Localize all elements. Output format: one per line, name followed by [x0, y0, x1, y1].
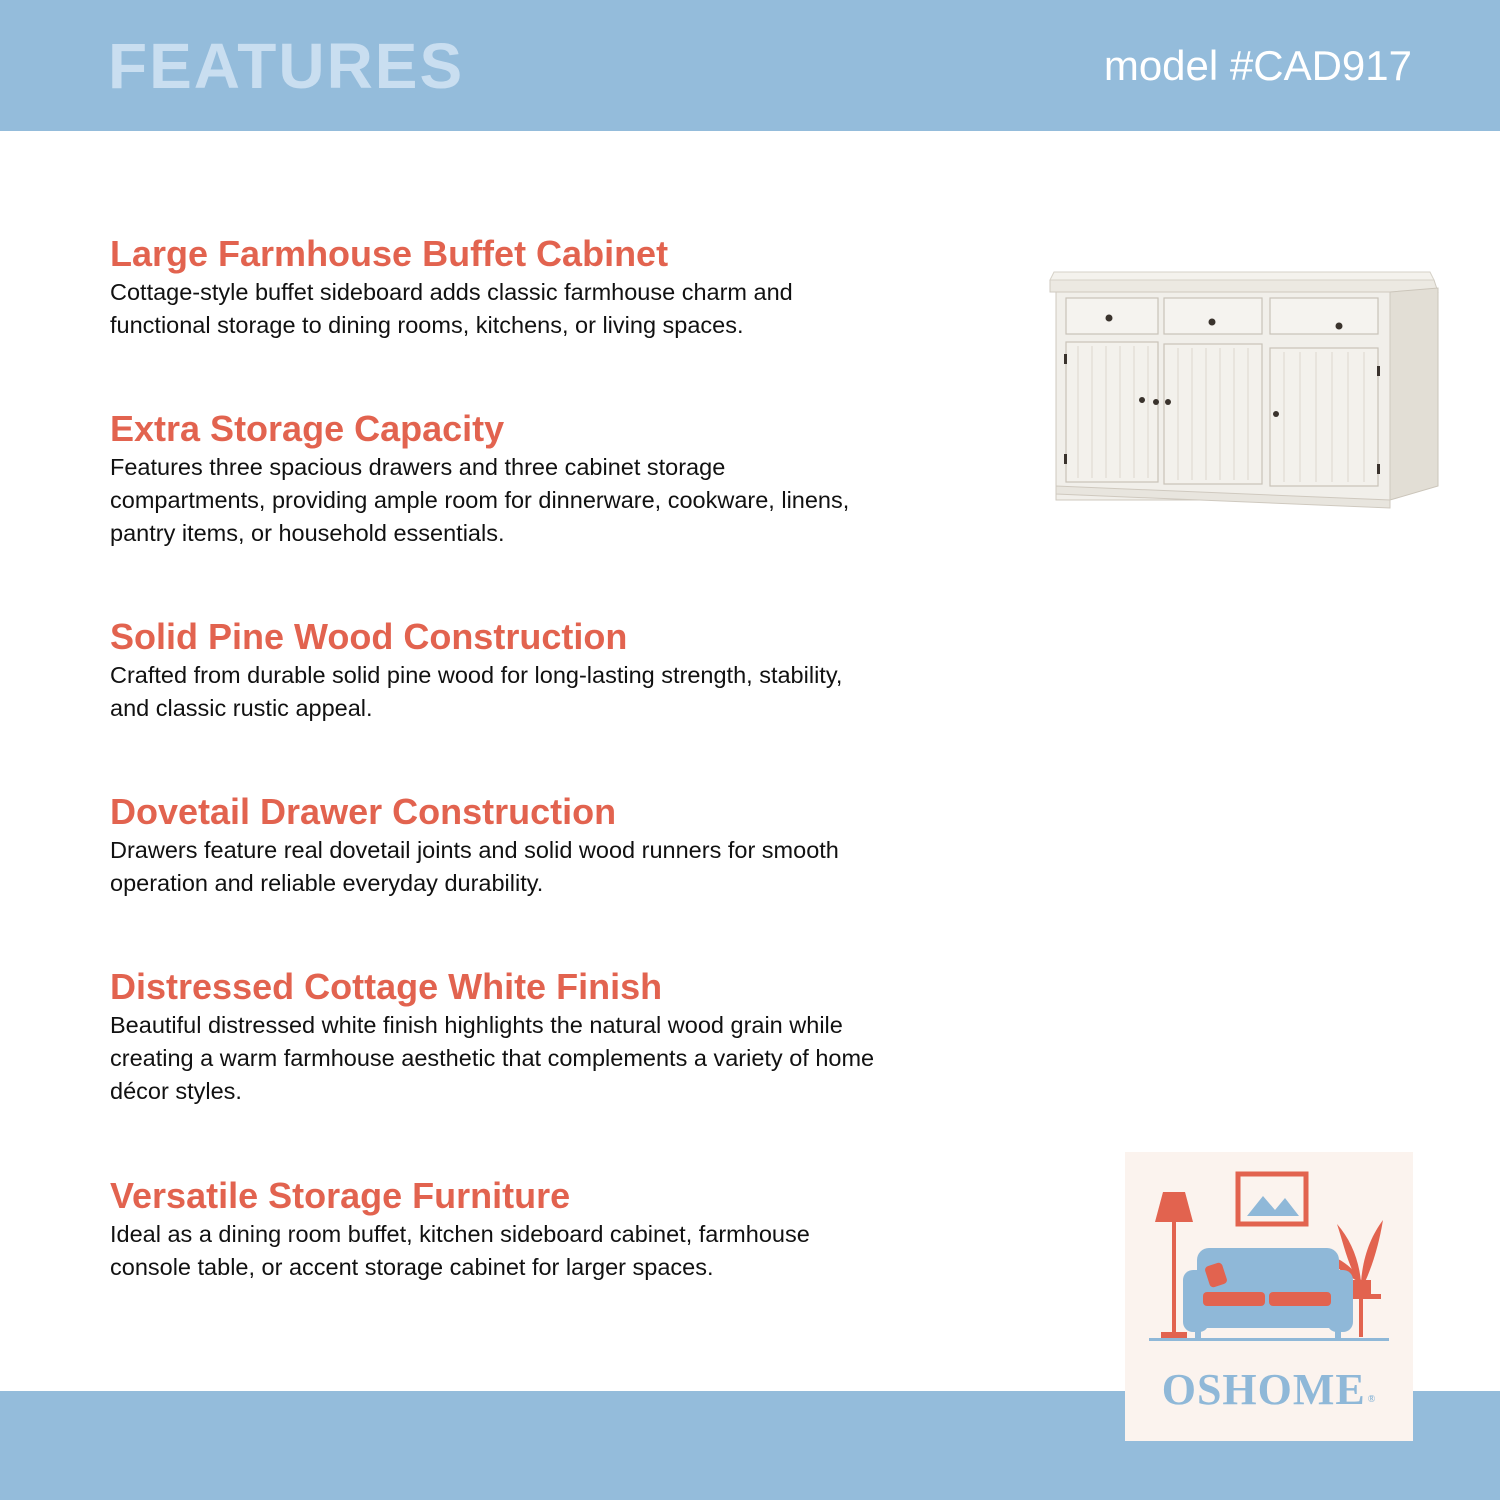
feature-title: Extra Storage Capacity [110, 408, 505, 449]
feature-title: Versatile Storage Furniture [110, 1175, 571, 1216]
feature-line: Crafted from durable solid pine wood for long-lasting strength, stability, [110, 662, 843, 688]
feature-item [110, 790, 1010, 900]
feature-description [110, 276, 1010, 342]
feature-line: Features three spacious drawers and three cabinet storage [110, 454, 726, 480]
logo-wordmark [1125, 1365, 1413, 1425]
feature-line: décor styles. [110, 1078, 242, 1104]
feature-item [110, 232, 1010, 342]
feature-line: Cottage-style buffet sideboard adds classic farmhouse charm and [110, 279, 793, 305]
feature-line: and classic rustic appeal. [110, 695, 373, 721]
feature-description [110, 451, 1010, 550]
feature-line: compartments, providing ample room for dinnerware, cookware, linens, [110, 487, 850, 513]
feature-line: Drawers feature real dovetail joints and solid wood runners for smooth [110, 837, 839, 863]
model-number: model #CAD917 [1103, 42, 1412, 89]
feature-title: Dovetail Drawer Construction [110, 791, 617, 832]
feature-line: pantry items, or household essentials. [110, 520, 505, 546]
living-room-illustration [1125, 1152, 1413, 1367]
feature-title: Solid Pine Wood Construction [110, 616, 628, 657]
brand-name: OSHOME [1161, 1365, 1366, 1414]
feature-title: Distressed Cottage White Finish [110, 966, 663, 1007]
page-title: FEATURES [108, 30, 465, 102]
feature-description [110, 1009, 1010, 1108]
feature-line: functional storage to dining rooms, kitchens, or living spaces. [110, 312, 744, 338]
feature-line: operation and reliable everyday durability. [110, 870, 544, 896]
feature-line: Beautiful distressed white finish highlights the natural wood grain while [110, 1012, 843, 1038]
feature-title: Large Farmhouse Buffet Cabinet [110, 233, 669, 274]
feature-description [110, 834, 1010, 900]
registered-mark: ® [1367, 1394, 1377, 1405]
feature-description [110, 659, 1010, 725]
feature-line: Ideal as a dining room buffet, kitchen sideboard cabinet, farmhouse [110, 1221, 810, 1247]
brand-logo [1125, 1152, 1413, 1441]
feature-line: console table, or accent storage cabinet for larger spaces. [110, 1254, 714, 1280]
feature-item [110, 615, 1010, 725]
feature-item [110, 407, 1010, 550]
feature-line: creating a warm farmhouse aesthetic that complements a variety of home [110, 1045, 875, 1071]
header-band [0, 0, 1500, 131]
feature-item [110, 965, 1010, 1108]
sideboard-product-image [1046, 268, 1442, 512]
feature-item [110, 1174, 1010, 1284]
feature-description [110, 1218, 1010, 1284]
